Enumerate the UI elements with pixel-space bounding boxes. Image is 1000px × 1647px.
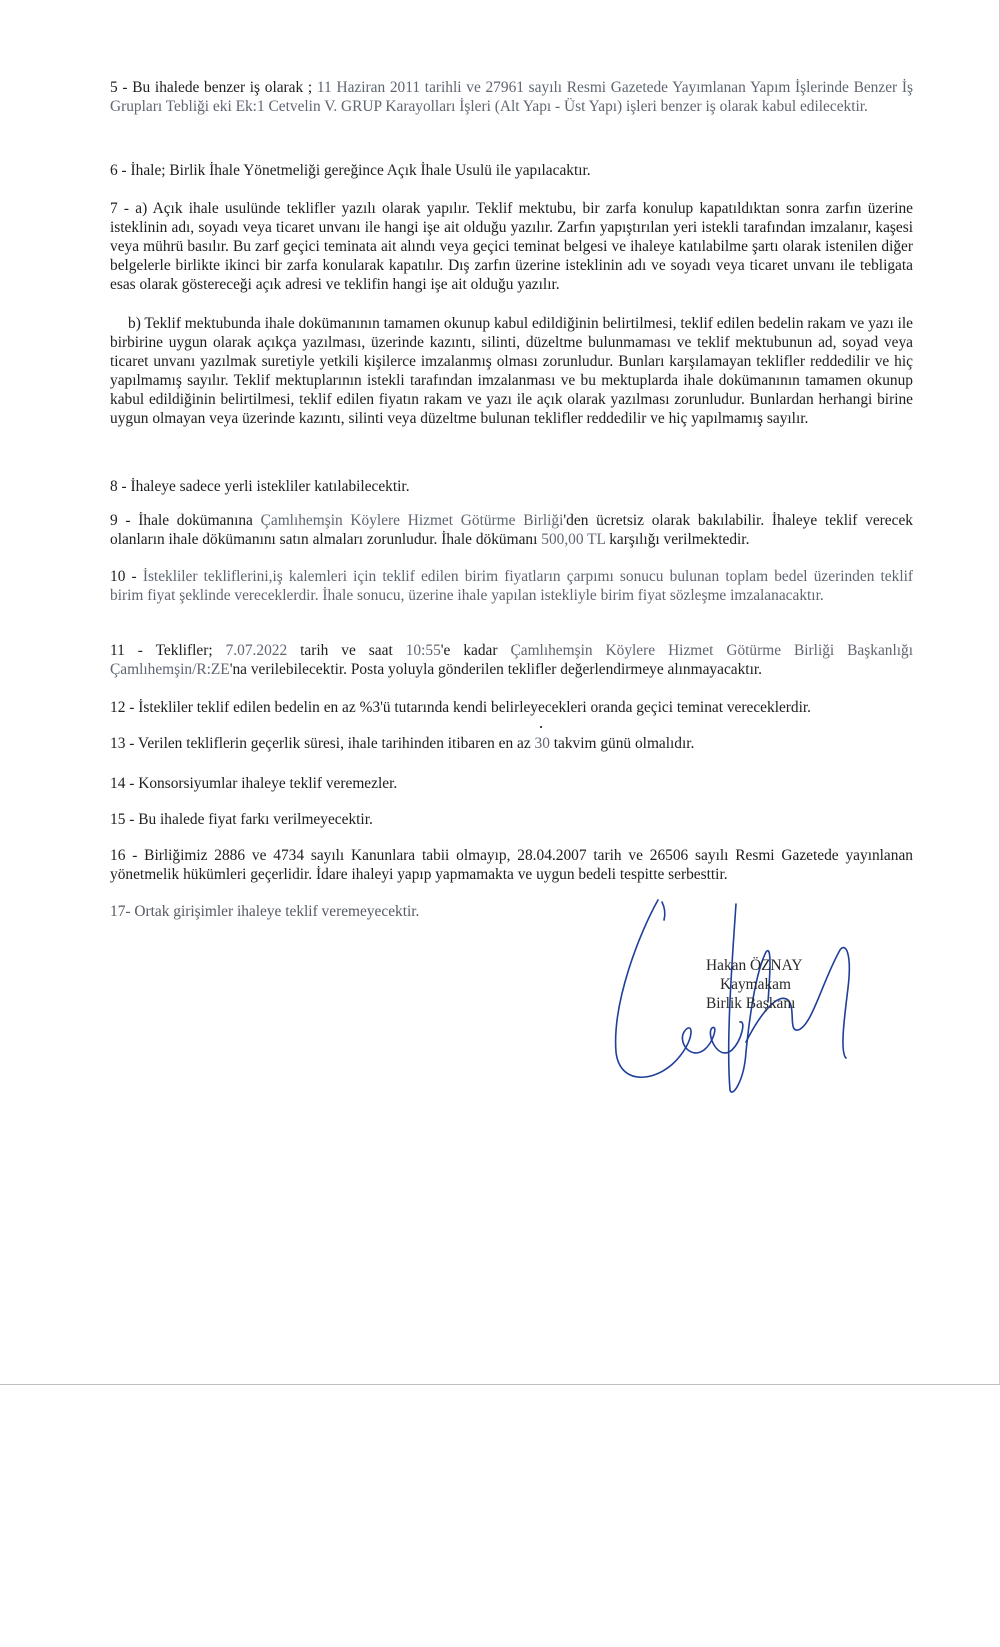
clause-7b: b) Teklif mektubunda ihale dokümanının tamamen okunup kabul edildiğinin belirtilmesi, teklif edilen bedelin rakam ve yazı ile birbirine uygun olarak açıkça yazılması, üzerinde kazıntı, silinti, düzeltme bulunmaması ve teklif mektubunun ad, soyad veya ticaret unvanı yazılmak suretiyle yetkili kişilerce imzalanmış olması zorunludur. Bunları karşılamayan teklifler reddedilir ve hiç yapılmamış sayılır. Teklif mektuplarının istekli tarafından imzalanması ve bu mektuplarda ihale dokümanının tamamen okunup kabul edildiğinin belirtilmesi, teklif edilen fiyatın rakam ve yazı ile açık olarak yazılması zorunludur. Bunlardan herhangi birine uygun olmayan veya üzerinde kazıntı, silinti veya düzeltme bulunan teklifler reddedilir ve hiç yapılmamış sayılır. [110,315,913,427]
clause-11-time: 10:55 [405,642,441,659]
clause-16: 16 - Birliğimiz 2886 ve 4734 sayılı Kanunlara tabii olmayıp, 28.04.2007 tarih ve 26506 sayılı Resmi Gazetede yayınlanan yönetmelik hükümleri geçerlidir. İdare ihaleyi yapıp yapmamakta ve uygun bedeli tespitte serbesttir. [110,847,913,883]
clause-10 [110,567,913,605]
clause-11-text-1: tarih ve saat [287,642,406,659]
clause-5-filled-text: 11 Haziran 2011 tarihli ve 27961 sayılı Resmi Gazetede Yayımlanan Yapım İşlerinde Benzer İş Grupları Tebliği eki Ek:1 Cetvelin V. GRUP Karayolları İşleri (Alt Yapı - Üst Yapı) işleri benzer iş olarak kabul edilecektir. [110,79,913,115]
clause-5-lead: 5 - Bu ihalede benzer iş olarak ; [110,79,317,96]
clause-11 [110,641,913,679]
clause-17: 17- Ortak girişimler ihaleye teklif veremeyecektir. [110,903,420,920]
signatory-title: Kaymakam [720,976,791,993]
clause-11-tail: 'na verilebilecektir. Posta yoluyla gönderilen teklifler değerlendirmeye alınmayacaktır. [229,661,762,678]
clause-9-authority: Çamlıhemşin Köylere Hizmet Götürme Birliği [260,512,564,529]
clause-15: 15 - Bu ihalede fiyat farkı verilmeyecektir. [110,811,373,828]
signatory-name: Hakan ÖZNAY [706,957,803,974]
clause-11-lead: 11 - Teklifler; [110,642,226,659]
clause-13-days: 30 [534,735,550,752]
clause-11-text-2: 'e kadar [440,642,511,659]
stray-dot [540,726,542,728]
page-bottom-edge [0,1384,1000,1385]
clause-11-office: Çamlıhemşin Köylere Hizmet Götürme Birliği Başkanlığı Çamlıhemşin/R:ZE [110,642,913,678]
clause-6: 6 - İhale; Birlik İhale Yönetmeliği gereğince Açık İhale Usulü ile yapılacaktır. [110,162,591,179]
clause-9-price: 500,00 TL [541,531,606,548]
clause-7a: 7 - a) Açık ihale usulünde teklifler yazılı olarak yapılır. Teklif mektubu, bir zarfa konulup kapatıldıktan sonra zarfın üzerine isteklinin adı, soyadı veya ticaret unvanı ile hangi işe ait olduğu yazılır. Zarfın yapıştırılan yeri istekli tarafından imzalanır, kaşesi veya mührü basılır. Bu zarf geçici teminata ait alındı veya geçici teminat belgesi ve ihaleye katılabilme şartı olarak istenilen diğer belgelerle birlikte ikinci bir zarfa konularak kapatılır. Dış zarfın üzerine isteklinin adı ve soyadı veya ticaret unvanı ile tebligata esas olarak göstereceği açık adresi ve teklifin hangi işe ait olduğu yazılır. [110,200,913,293]
clause-10-filled-text: İstekliler tekliflerini,iş kalemleri için teklif edilen birim fiyatların çarpımı sonucu bulunan toplam bedel üzerinden teklif birim fiyat şeklinde vereceklerdir. İhale sonucu, üzerine ihale yapılan istekliyle birim fiyat sözleşme imzalanacaktır. [110,568,914,604]
clause-10-lead: 10 - [110,568,143,585]
clause-8: 8 - İhaleye sadece yerli istekliler katılabilecektir. [110,478,410,495]
clause-13-tail: takvim günü olmalıdır. [549,735,695,752]
clause-5 [110,78,913,116]
signature-block [706,956,802,1013]
clause-11-date: 7.07.2022 [225,642,288,659]
clause-9-lead: 9 - İhale dokümanına [110,512,261,529]
clause-12: 12 - İstekliler teklif edilen bedelin en az %3'ü tutarında kendi belirleyecekleri oranda geçici teminat vereceklerdir. [110,699,812,716]
clause-9-tail: karşılığı verilmektedir. [605,531,750,548]
clause-13 [110,734,913,753]
clause-13-lead: 13 - Verilen tekliflerin geçerlik süresi, ihale tarihinden itibaren en az [110,735,535,752]
clause-14: 14 - Konsorsiyumlar ihaleye teklif veremezler. [110,775,398,792]
clause-9 [110,511,913,549]
signatory-role: Birlik Başkanı [706,995,796,1012]
clause-9-text: 'den ücretsiz olarak bakılabilir. İhaleye teklif verecek olanların ihale dökümanını satın almaları zorunludur. İhale dökümanı [110,512,913,548]
